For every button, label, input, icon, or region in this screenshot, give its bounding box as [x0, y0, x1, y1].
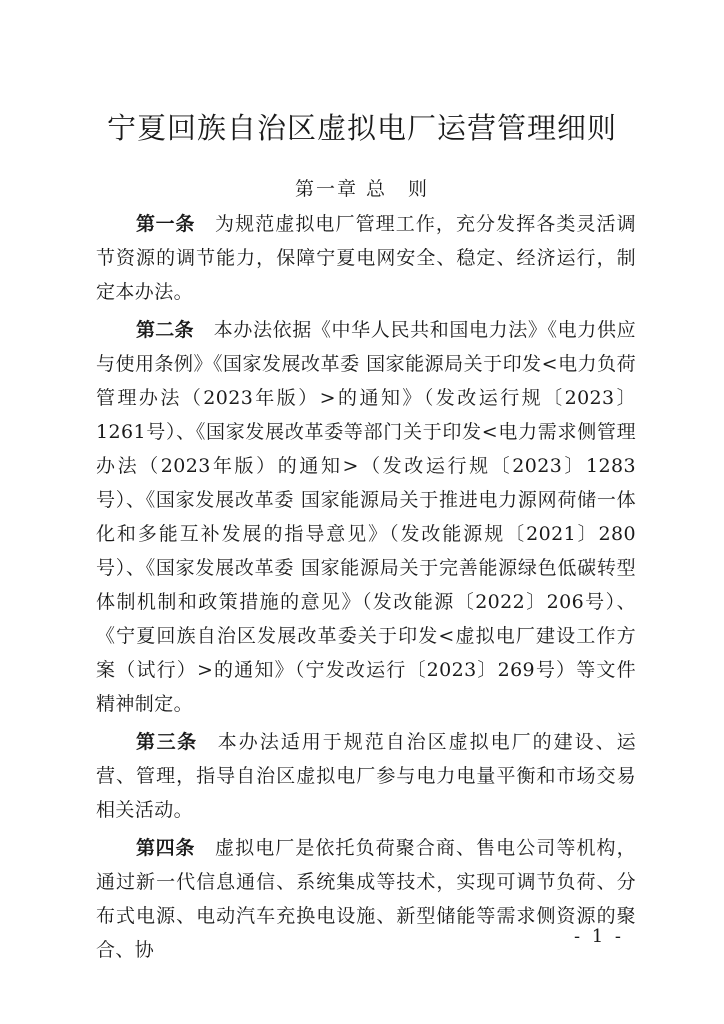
article-label: 第三条 — [136, 731, 198, 753]
article-text: 本办法依据《中华人民共和国电力法》《电力供应与使用条例》《国家发展改革委 国家能源局关于印发<电力负荷管理办法（2023年版）>的通知》（发改运行规〔2023〕1261号）、《国家发展改革委等部门关于印发<电力需求侧管理办法（2023年版）的通知>（发改运行规〔2023〕1283号）、《国家发展改革委 国家能源局关于推进电力源网荷储一体化和多能互补发展的指导意见》（发改能源规〔2021〕280号）、《国家发展改革委 国家能源局关于完善能源绿色低碳转型体制机制和政策措施的意见》（发改能源〔2022〕206号）、《宁夏回族自治区发展改革委关于印发<虚拟电厂建设工作方案（试行）>的通知》（宁发改运行〔2023〕269号）等文件精神制定。 — [96, 319, 636, 715]
article-4 — [96, 831, 636, 967]
chapter-heading: 第一章 总 则 — [294, 178, 430, 200]
article-text: 为规范虚拟电厂管理工作，充分发挥各类灵活调节资源的调节能力，保障宁夏电网安全、稳定、经济运行，制定本办法。 — [96, 213, 636, 303]
article-1 — [96, 207, 636, 309]
article-label: 第四条 — [136, 837, 196, 859]
article-text: 本办法适用于规范自治区虚拟电厂的建设、运营、管理，指导自治区虚拟电厂参与电力电量平衡和市场交易相关活动。 — [96, 731, 636, 821]
document-title: 宁夏回族自治区虚拟电厂运营管理细则 — [106, 111, 617, 145]
article-text: 虚拟电厂是依托负荷聚合商、售电公司等机构，通过新一代信息通信、系统集成等技术，实现可调节负荷、分布式电源、电动汽车充换电设施、新型储能等需求侧资源的聚合、协 — [96, 837, 636, 961]
article-2 — [96, 313, 636, 721]
document-body — [96, 207, 636, 971]
article-label: 第二条 — [136, 319, 194, 341]
page-number: - 1 - — [573, 926, 624, 947]
article-label: 第一条 — [136, 213, 196, 235]
article-3 — [96, 725, 636, 827]
